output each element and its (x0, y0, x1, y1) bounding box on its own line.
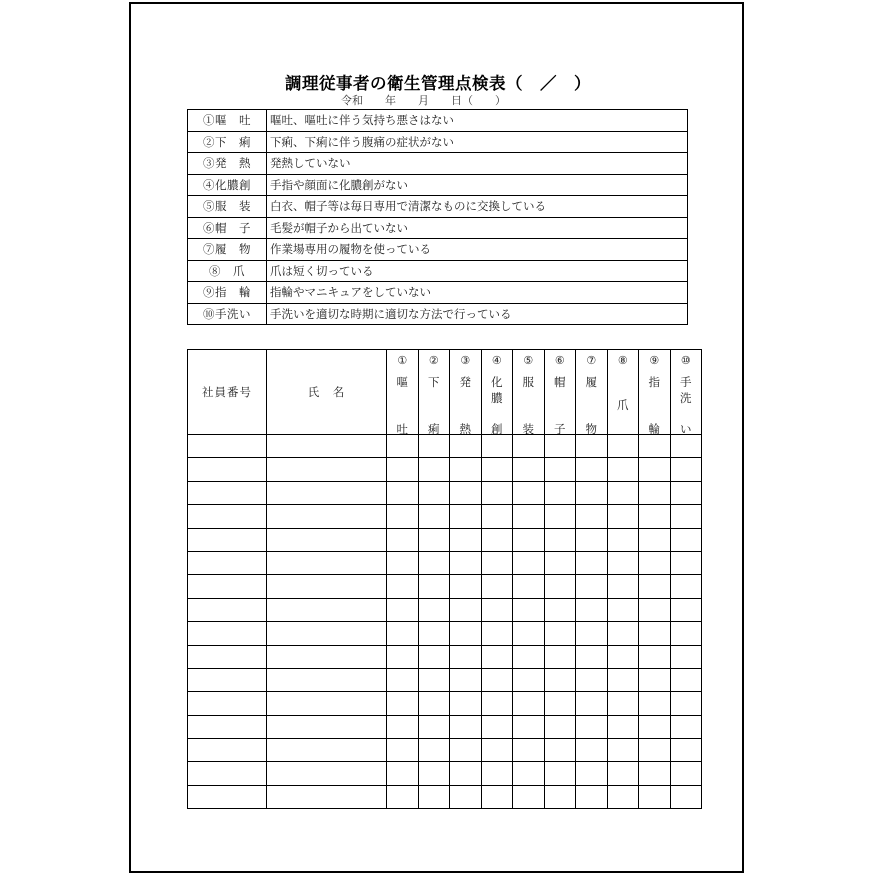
employee-row (188, 551, 702, 574)
check-cell[interactable] (607, 739, 639, 762)
check-cell[interactable] (481, 598, 513, 621)
employee-row (188, 505, 702, 528)
check-cell[interactable] (450, 458, 482, 481)
employee-number-cell[interactable] (188, 481, 267, 504)
employee-number-cell[interactable] (188, 458, 267, 481)
check-cell[interactable] (450, 481, 482, 504)
checklist-description: 嘔吐、嘔吐に伴う気持ち悪さはない (267, 110, 688, 132)
check-cell[interactable] (513, 481, 545, 504)
check-column-char: い (680, 421, 692, 436)
check-cell[interactable] (670, 458, 702, 481)
employee-number-cell[interactable] (188, 645, 267, 668)
check-cell[interactable] (513, 668, 545, 691)
check-column-char: 嘔 (396, 375, 408, 389)
check-cell[interactable] (607, 622, 639, 645)
check-column-number: ④ (491, 354, 502, 367)
checklist-label: ⑧ 爪 (188, 260, 267, 282)
check-cell[interactable] (544, 622, 576, 645)
check-cell[interactable] (387, 481, 419, 504)
employee-row (188, 598, 702, 621)
check-cell[interactable] (418, 505, 450, 528)
check-cell[interactable] (576, 505, 608, 528)
check-cell[interactable] (387, 762, 419, 785)
check-cell[interactable] (639, 668, 671, 691)
employee-number-cell[interactable] (188, 762, 267, 785)
checklist-description: 作業場専用の履物を使っている (267, 239, 688, 261)
employee-row (188, 785, 702, 808)
check-column-char: 熱 (459, 421, 471, 436)
check-cell[interactable] (544, 435, 576, 458)
check-cell[interactable] (513, 575, 545, 598)
check-cell[interactable] (481, 715, 513, 738)
employee-name-cell[interactable] (267, 528, 387, 551)
check-cell[interactable] (639, 435, 671, 458)
check-cell[interactable] (513, 715, 545, 738)
check-cell[interactable] (513, 598, 545, 621)
checklist-row (188, 260, 688, 282)
check-column-number: ⑩ (680, 354, 691, 367)
checklist-label: ⑤服 装 (188, 196, 267, 218)
employee-number-cell[interactable] (188, 551, 267, 574)
check-cell[interactable] (387, 668, 419, 691)
checklist-description: 指輪やマニキュアをしていない (267, 282, 688, 304)
check-cell[interactable] (576, 551, 608, 574)
checklist-label: ⑨指 輪 (188, 282, 267, 304)
check-cell[interactable] (418, 645, 450, 668)
check-column-header (418, 350, 450, 435)
check-cell[interactable] (670, 692, 702, 715)
checklist-description: 白衣、帽子等は毎日専用で清潔なものに交換している (267, 196, 688, 218)
employee-name-cell[interactable] (267, 692, 387, 715)
check-cell[interactable] (544, 505, 576, 528)
check-column-char: 下 (428, 375, 440, 389)
check-cell[interactable] (387, 528, 419, 551)
check-cell[interactable] (607, 785, 639, 808)
check-column-header (450, 350, 482, 435)
check-cell[interactable] (639, 528, 671, 551)
check-cell[interactable] (544, 762, 576, 785)
check-cell[interactable] (513, 692, 545, 715)
form-title: 調理従事者の衛生管理点検表（ ／ ） (285, 74, 591, 93)
employee-row (188, 575, 702, 598)
check-cell[interactable] (450, 645, 482, 668)
employee-number-cell[interactable] (188, 785, 267, 808)
employee-name-cell[interactable] (267, 551, 387, 574)
check-cell[interactable] (576, 762, 608, 785)
check-cell[interactable] (607, 458, 639, 481)
check-cell[interactable] (418, 739, 450, 762)
check-cell[interactable] (481, 551, 513, 574)
check-column-char: 爪 (617, 398, 629, 413)
check-cell[interactable] (576, 785, 608, 808)
check-cell[interactable] (607, 575, 639, 598)
check-cell[interactable] (513, 645, 545, 668)
employee-number-header: 社員番号 (188, 350, 267, 435)
check-cell[interactable] (607, 505, 639, 528)
employee-name-cell[interactable] (267, 481, 387, 504)
check-cell[interactable] (450, 435, 482, 458)
check-cell[interactable] (639, 739, 671, 762)
check-cell[interactable] (639, 645, 671, 668)
check-column-header (576, 350, 608, 435)
check-cell[interactable] (513, 528, 545, 551)
employee-row (188, 668, 702, 691)
check-cell[interactable] (576, 481, 608, 504)
employee-name-cell[interactable] (267, 435, 387, 458)
checklist-row (188, 174, 688, 196)
name-header: 氏 名 (267, 350, 387, 435)
check-cell[interactable] (481, 645, 513, 668)
check-cell[interactable] (418, 692, 450, 715)
check-column-header (670, 350, 702, 435)
check-column-char: 服 (522, 375, 534, 389)
check-cell[interactable] (670, 739, 702, 762)
checklist-label: ⑩手洗い (188, 303, 267, 325)
check-cell[interactable] (576, 598, 608, 621)
check-cell[interactable] (576, 715, 608, 738)
checklist-row (188, 153, 688, 175)
checklist-row (188, 196, 688, 218)
check-cell[interactable] (544, 551, 576, 574)
check-cell[interactable] (481, 739, 513, 762)
check-cell[interactable] (670, 435, 702, 458)
check-cell[interactable] (418, 435, 450, 458)
check-cell[interactable] (670, 575, 702, 598)
check-cell[interactable] (576, 458, 608, 481)
check-column-header (639, 350, 671, 435)
checklist-description: 発熱していない (267, 153, 688, 175)
check-cell[interactable] (576, 575, 608, 598)
check-cell[interactable] (387, 435, 419, 458)
check-cell[interactable] (670, 551, 702, 574)
employee-number-cell[interactable] (188, 715, 267, 738)
employee-row (188, 762, 702, 785)
employee-number-cell[interactable] (188, 528, 267, 551)
checklist-label: ②下 痢 (188, 131, 267, 153)
check-cell[interactable] (481, 481, 513, 504)
check-cell[interactable] (607, 692, 639, 715)
check-cell[interactable] (450, 551, 482, 574)
checklist-description: 下痢、下痢に伴う腹痛の症状がない (267, 131, 688, 153)
check-cell[interactable] (418, 575, 450, 598)
check-column-number: ⑨ (649, 354, 660, 367)
check-cell[interactable] (418, 551, 450, 574)
employee-name-cell[interactable] (267, 715, 387, 738)
check-cell[interactable] (670, 715, 702, 738)
check-cell[interactable] (450, 739, 482, 762)
check-cell[interactable] (418, 481, 450, 504)
check-cell[interactable] (450, 598, 482, 621)
check-cell[interactable] (513, 551, 545, 574)
check-cell[interactable] (481, 692, 513, 715)
employee-name-cell[interactable] (267, 575, 387, 598)
check-cell[interactable] (576, 692, 608, 715)
check-cell[interactable] (544, 692, 576, 715)
check-column-char: 履 (585, 375, 597, 389)
check-column-char: 膿 (491, 390, 503, 405)
check-cell[interactable] (418, 762, 450, 785)
check-cell[interactable] (670, 668, 702, 691)
check-cell[interactable] (387, 458, 419, 481)
check-cell[interactable] (639, 598, 671, 621)
check-cell[interactable] (481, 505, 513, 528)
employee-row (188, 739, 702, 762)
check-column-char: 装 (522, 421, 534, 436)
checklist-label: ④化膿創 (188, 174, 267, 196)
date-line: 令和 年 月 日（ ） (341, 94, 506, 107)
employee-row (188, 435, 702, 458)
check-cell[interactable] (544, 715, 576, 738)
check-cell[interactable] (450, 692, 482, 715)
check-cell[interactable] (576, 528, 608, 551)
check-cell[interactable] (576, 435, 608, 458)
check-cell[interactable] (576, 739, 608, 762)
check-cell[interactable] (418, 598, 450, 621)
employee-row (188, 715, 702, 738)
checklist-description: 手洗いを適切な時期に適切な方法で行っている (267, 303, 688, 325)
check-cell[interactable] (544, 528, 576, 551)
check-cell[interactable] (450, 715, 482, 738)
check-cell[interactable] (544, 645, 576, 668)
check-column-char: 子 (554, 421, 566, 436)
check-cell[interactable] (387, 692, 419, 715)
checklist-description: 爪は短く切っている (267, 260, 688, 282)
check-cell[interactable] (481, 622, 513, 645)
check-cell[interactable] (576, 622, 608, 645)
checklist-row (188, 131, 688, 153)
check-cell[interactable] (513, 505, 545, 528)
check-cell[interactable] (481, 435, 513, 458)
check-column-char: 吐 (396, 421, 408, 436)
employee-row (188, 622, 702, 645)
check-cell[interactable] (639, 505, 671, 528)
employee-row (188, 481, 702, 504)
check-cell[interactable] (639, 785, 671, 808)
employee-name-cell[interactable] (267, 598, 387, 621)
check-cell[interactable] (544, 668, 576, 691)
check-column-number: ③ (460, 354, 471, 367)
check-column-char: 化 (491, 375, 503, 389)
check-cell[interactable] (387, 575, 419, 598)
check-column-number: ② (428, 354, 439, 367)
check-column-header (544, 350, 576, 435)
checklist-label: ③発 熱 (188, 153, 267, 175)
employee-number-cell[interactable] (188, 575, 267, 598)
employee-check-grid (187, 349, 702, 809)
check-cell[interactable] (481, 785, 513, 808)
check-cell[interactable] (544, 458, 576, 481)
employee-name-cell[interactable] (267, 668, 387, 691)
check-cell[interactable] (544, 575, 576, 598)
check-cell[interactable] (450, 575, 482, 598)
check-column-char: 痢 (428, 421, 440, 436)
employee-name-cell[interactable] (267, 505, 387, 528)
checklist-row (188, 282, 688, 304)
check-cell[interactable] (670, 505, 702, 528)
check-cell[interactable] (481, 575, 513, 598)
check-cell[interactable] (607, 645, 639, 668)
check-cell[interactable] (639, 762, 671, 785)
check-cell[interactable] (639, 622, 671, 645)
employee-name-cell[interactable] (267, 785, 387, 808)
checklist-row (188, 239, 688, 261)
check-cell[interactable] (607, 762, 639, 785)
checklist-description: 手指や顔面に化膿創がない (267, 174, 688, 196)
check-cell[interactable] (418, 458, 450, 481)
employee-name-cell[interactable] (267, 645, 387, 668)
check-cell[interactable] (607, 551, 639, 574)
employee-number-cell[interactable] (188, 692, 267, 715)
check-column-char: 手 (680, 375, 692, 389)
checklist-row (188, 303, 688, 325)
check-cell[interactable] (607, 528, 639, 551)
check-cell[interactable] (418, 622, 450, 645)
employee-number-cell[interactable] (188, 668, 267, 691)
check-cell[interactable] (576, 645, 608, 668)
check-cell[interactable] (670, 622, 702, 645)
check-cell[interactable] (670, 528, 702, 551)
check-cell[interactable] (387, 622, 419, 645)
check-cell[interactable] (607, 715, 639, 738)
check-column-number: ⑦ (586, 354, 597, 367)
checklist-label: ⑥帽 子 (188, 217, 267, 239)
check-cell[interactable] (450, 668, 482, 691)
employee-number-cell[interactable] (188, 598, 267, 621)
check-cell[interactable] (639, 551, 671, 574)
check-cell[interactable] (544, 481, 576, 504)
check-cell[interactable] (670, 481, 702, 504)
check-cell[interactable] (513, 622, 545, 645)
check-cell[interactable] (387, 785, 419, 808)
check-cell[interactable] (481, 668, 513, 691)
check-cell[interactable] (544, 739, 576, 762)
checklist-label: ⑦履 物 (188, 239, 267, 261)
check-cell[interactable] (387, 598, 419, 621)
check-cell[interactable] (670, 598, 702, 621)
check-cell[interactable] (513, 762, 545, 785)
check-cell[interactable] (513, 435, 545, 458)
check-cell[interactable] (639, 715, 671, 738)
check-column-char: 創 (491, 421, 503, 436)
employee-number-cell[interactable] (188, 505, 267, 528)
check-cell[interactable] (576, 668, 608, 691)
check-cell[interactable] (513, 785, 545, 808)
check-cell[interactable] (513, 458, 545, 481)
employee-number-cell[interactable] (188, 622, 267, 645)
check-column-header (513, 350, 545, 435)
employee-name-cell[interactable] (267, 739, 387, 762)
check-column-number: ⑥ (554, 354, 565, 367)
check-cell[interactable] (607, 435, 639, 458)
checklist-label: ①嘔 吐 (188, 110, 267, 132)
check-cell[interactable] (639, 481, 671, 504)
check-cell[interactable] (513, 739, 545, 762)
checklist-items-table (187, 109, 688, 325)
check-column-header (481, 350, 513, 435)
check-cell[interactable] (670, 762, 702, 785)
check-cell[interactable] (450, 505, 482, 528)
employee-name-cell[interactable] (267, 762, 387, 785)
check-cell[interactable] (670, 785, 702, 808)
employee-number-cell[interactable] (188, 435, 267, 458)
check-column-number: ① (397, 354, 408, 367)
check-column-header (387, 350, 419, 435)
check-cell[interactable] (607, 598, 639, 621)
check-cell[interactable] (387, 505, 419, 528)
check-cell[interactable] (639, 692, 671, 715)
check-cell[interactable] (418, 785, 450, 808)
employee-name-cell[interactable] (267, 622, 387, 645)
employee-name-cell[interactable] (267, 458, 387, 481)
check-cell[interactable] (544, 785, 576, 808)
check-cell[interactable] (639, 575, 671, 598)
employee-row (188, 645, 702, 668)
check-column-char: 洗 (680, 390, 692, 405)
checklist-description: 毛髪が帽子から出ていない (267, 217, 688, 239)
check-cell[interactable] (481, 762, 513, 785)
check-column-char: 発 (459, 375, 471, 389)
check-cell[interactable] (450, 622, 482, 645)
check-cell[interactable] (418, 715, 450, 738)
check-cell[interactable] (607, 481, 639, 504)
check-column-char: 輪 (648, 421, 660, 436)
check-column-number: ⑤ (523, 354, 534, 367)
employee-row (188, 528, 702, 551)
check-column-char: 指 (648, 375, 660, 389)
check-cell[interactable] (607, 668, 639, 691)
employee-row (188, 692, 702, 715)
check-cell[interactable] (387, 739, 419, 762)
check-cell[interactable] (481, 458, 513, 481)
employee-row (188, 458, 702, 481)
check-cell[interactable] (450, 528, 482, 551)
check-cell[interactable] (481, 528, 513, 551)
check-cell[interactable] (418, 528, 450, 551)
check-cell[interactable] (670, 645, 702, 668)
employee-number-cell[interactable] (188, 739, 267, 762)
checklist-row (188, 217, 688, 239)
check-cell[interactable] (418, 668, 450, 691)
check-column-char: 物 (585, 421, 597, 436)
check-cell[interactable] (387, 715, 419, 738)
check-cell[interactable] (450, 762, 482, 785)
checklist-row (188, 110, 688, 132)
check-cell[interactable] (544, 598, 576, 621)
check-cell[interactable] (450, 785, 482, 808)
check-cell[interactable] (387, 551, 419, 574)
check-cell[interactable] (387, 645, 419, 668)
check-column-header (607, 350, 639, 435)
check-cell[interactable] (639, 458, 671, 481)
check-column-char: 帽 (554, 375, 566, 389)
check-column-number: ⑧ (617, 354, 628, 367)
